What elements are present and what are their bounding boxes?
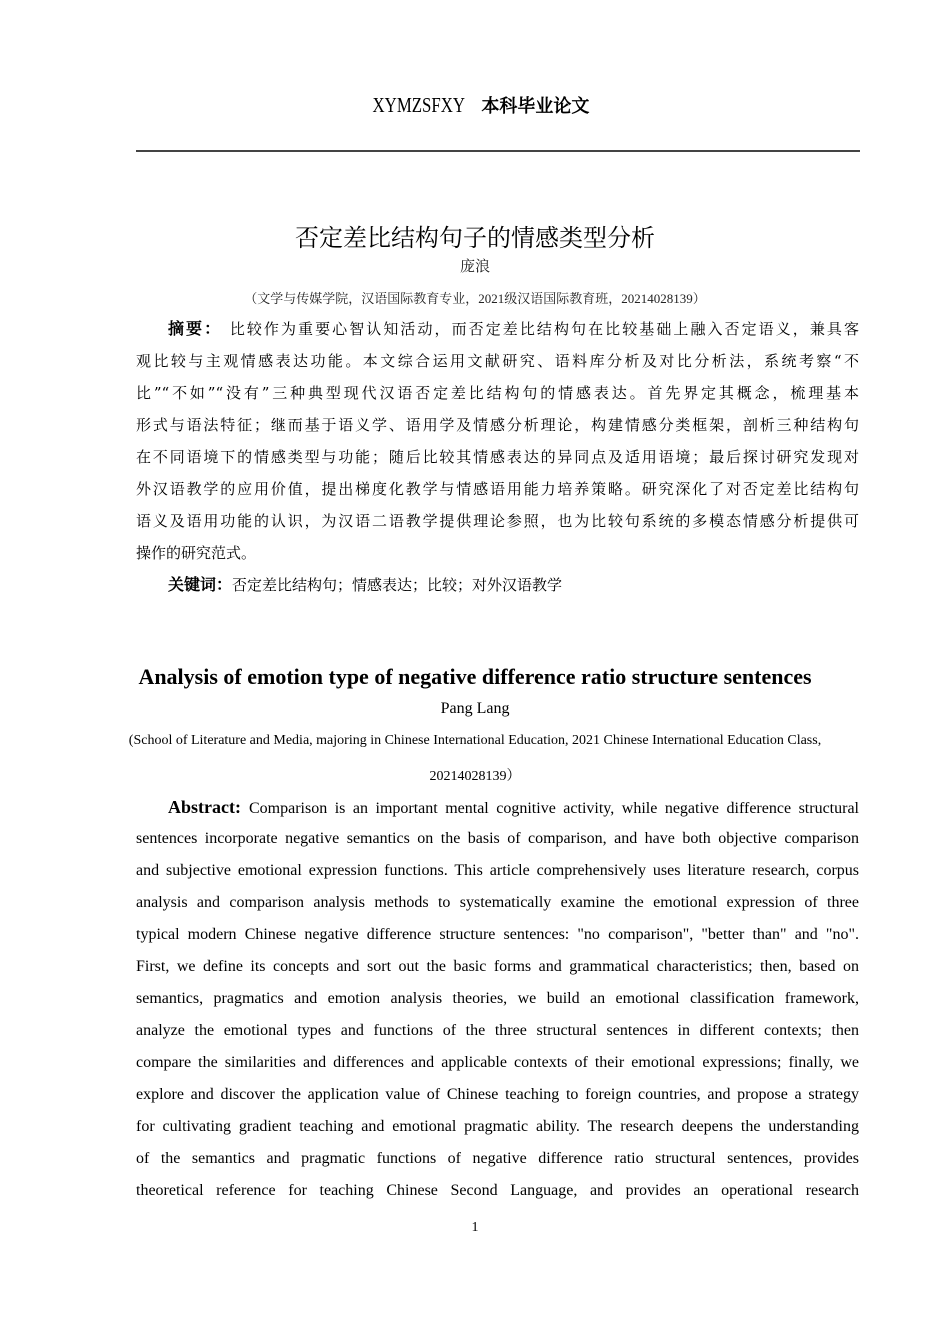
abstract-line: [136, 855, 859, 887]
header-cn: 本科毕业论文: [481, 96, 590, 117]
abstract-line: [136, 505, 859, 537]
en-affiliation-line1: (School of Literature and Media, majoring in Chinese International Education, 2021 Chinese International Education Class,: [128, 733, 822, 748]
abstract-line-text: 在不同语境下的情感类型与功能；随后比较其情感表达的异同点及适用语境；最后探讨研究发现对: [136, 448, 859, 466]
abstract-line: [136, 1015, 859, 1047]
page-number: 1: [471, 1220, 479, 1235]
abstract-line: [136, 1111, 859, 1143]
abstract-line: [136, 1079, 859, 1111]
cn-keywords-text: 否定差比结构句；情感表达；比较；对外汉语教学: [232, 578, 563, 594]
abstract-line: [136, 791, 859, 823]
abstract-line: [136, 473, 859, 505]
abstract-line-text: for cultivating gradient teaching and emotional pragmatic ability. The research deepens the understanding: [136, 1118, 859, 1135]
abstract-line: [136, 823, 859, 855]
abstract-line-text: First, we define its concepts and sort out the basic forms and grammatical characteristics; then, based on: [136, 958, 859, 975]
abstract-line: [136, 1143, 859, 1175]
abstract-line-text: of the semantics and pragmatic functions of negative difference ratio structural sentences, provides: [136, 1150, 859, 1167]
abstract-line-text: typical modern Chinese negative difference structure sentences: "no comparison", "better than" and "no".: [136, 926, 859, 943]
abstract-line: [136, 409, 859, 441]
en-author: Pang Lang: [440, 700, 510, 717]
abstract-line-text: semantics, pragmatics and emotion analysis theories, we build an emotional classification framework,: [136, 990, 859, 1007]
abstract-line-text: analysis and comparison analysis methods to systematically examine the emotional expression of three: [136, 894, 859, 911]
running-header: [0, 92, 950, 118]
abstract-line: [136, 313, 859, 345]
abstract-line: [136, 951, 859, 983]
abstract-line-text: 语义及语用功能的认识，为汉语二语教学提供理论参照，也为比较句系统的多模态情感分析提供可: [136, 512, 859, 530]
abstract-line: [136, 887, 859, 919]
abstract-line-text: 比较作为重要心智认知活动，而否定差比结构句在比较基础上融入否定语义，兼具客: [229, 320, 859, 338]
cn-keywords: [168, 569, 562, 601]
en-title: Analysis of emotion type of negative difference ratio structure sentences: [138, 664, 812, 689]
cn-title: 否定差比结构句子的情感类型分析: [295, 224, 655, 252]
abstract-label: Abstract:: [168, 797, 249, 817]
abstract-line: [136, 1047, 859, 1079]
abstract-line: [136, 441, 859, 473]
cn-abstract: [136, 313, 859, 569]
abstract-line-text: explore and discover the application value of Chinese teaching to foreign countries, and propose a strategy: [136, 1086, 859, 1103]
abstract-line: [136, 345, 859, 377]
cn-affiliation: （文学与传媒学院，汉语国际教育专业，2021级汉语国际教育班，20214028139）: [244, 291, 706, 306]
abstract-line-text: 外汉语教学的应用价值，提出梯度化教学与情感语用能力培养策略。研究深化了对否定差比结构句: [136, 480, 859, 498]
abstract-label: 摘要：: [168, 319, 230, 338]
abstract-line: [136, 1175, 859, 1207]
abstract-line-text: 观比较与主观情感表达功能。本文综合运用文献研究、语料库分析及对比分析法，系统考察“不: [136, 352, 859, 370]
abstract-line-text: Comparison is an important mental cognitive activity, while negative difference structural: [248, 800, 859, 817]
cn-keywords-label: 关键词：: [168, 575, 233, 594]
en-affiliation-line2: 20214028139）: [429, 769, 521, 784]
abstract-line-text: 比”“不如”“没有”三种典型现代汉语否定差比结构句的情感表达。首先界定其概念，梳理基本: [136, 384, 859, 402]
cn-author: 庞浪: [459, 257, 490, 275]
abstract-line-text: theoretical reference for teaching Chinese Second Language, and provides an operational research: [136, 1182, 859, 1199]
abstract-line: [136, 919, 859, 951]
header-latin: XYMZSFXY: [372, 93, 465, 117]
abstract-line-text: compare the similarities and differences and applicable contexts of their emotional expressions; finally, we: [136, 1054, 859, 1071]
abstract-line: [136, 377, 859, 409]
abstract-line: [136, 983, 859, 1015]
abstract-line-text: analyze the emotional types and functions of the three structural sentences in different contexts; then: [136, 1022, 859, 1039]
abstract-line-text: 操作的研究范式。: [136, 544, 257, 562]
abstract-line-text: and subjective emotional expression functions. This article comprehensively uses literature research, corpus: [136, 862, 859, 879]
header-rule: [136, 150, 860, 152]
abstract-line-text: 形式与语法特征；继而基于语义学、语用学及情感分析理论，构建情感分类框架，剖析三种结构句: [136, 416, 859, 434]
abstract-line: [136, 537, 859, 569]
abstract-line-text: sentences incorporate negative semantics on the basis of comparison, and have both objective comparison: [136, 830, 859, 847]
en-abstract: [136, 791, 859, 1207]
